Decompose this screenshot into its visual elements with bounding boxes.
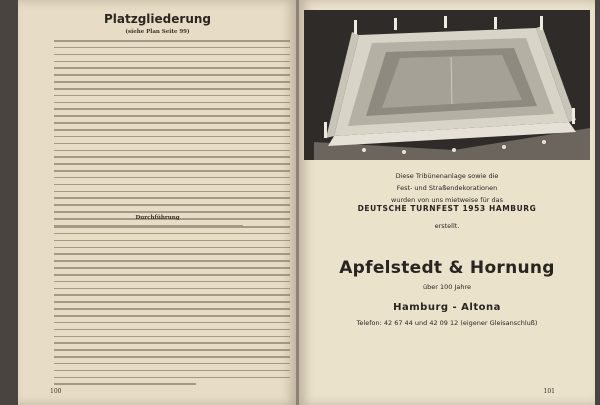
ad-intro-text [299, 170, 595, 206]
company-age: über 100 Jahre [422, 283, 471, 291]
page-number-right: 101 [543, 388, 555, 395]
body-text-upper [54, 40, 290, 232]
body-text-lower [54, 226, 290, 390]
company-phone: Telefon: 42 67 44 und 42 09 12 (eigener Gleisanschluß) [356, 319, 538, 327]
ad-intro-line-3: wurden von uns mietweise für das [391, 196, 503, 204]
company-city: Hamburg - Altona [393, 302, 501, 313]
section-heading: Durchführung [135, 215, 180, 221]
ad-erstellt: erstellt. [434, 222, 460, 230]
page-number-left: 100 [50, 388, 62, 395]
left-page [18, 0, 297, 405]
ad-intro-line-2: Fest- und Straßendekorationen [396, 184, 498, 192]
company-name: Apfelstedt & Hornung [339, 258, 555, 278]
stadium-model-photo [304, 10, 590, 160]
ad-intro-line-1: Diese Tribünenanlage sowie die [395, 172, 499, 180]
event-name: DEUTSCHE TURNFEST 1953 HAMBURG [357, 204, 537, 213]
right-page [299, 0, 595, 405]
page-title: Platzgliederung [103, 12, 211, 26]
page-subtitle: (siehe Plan Seite 99) [125, 29, 190, 35]
